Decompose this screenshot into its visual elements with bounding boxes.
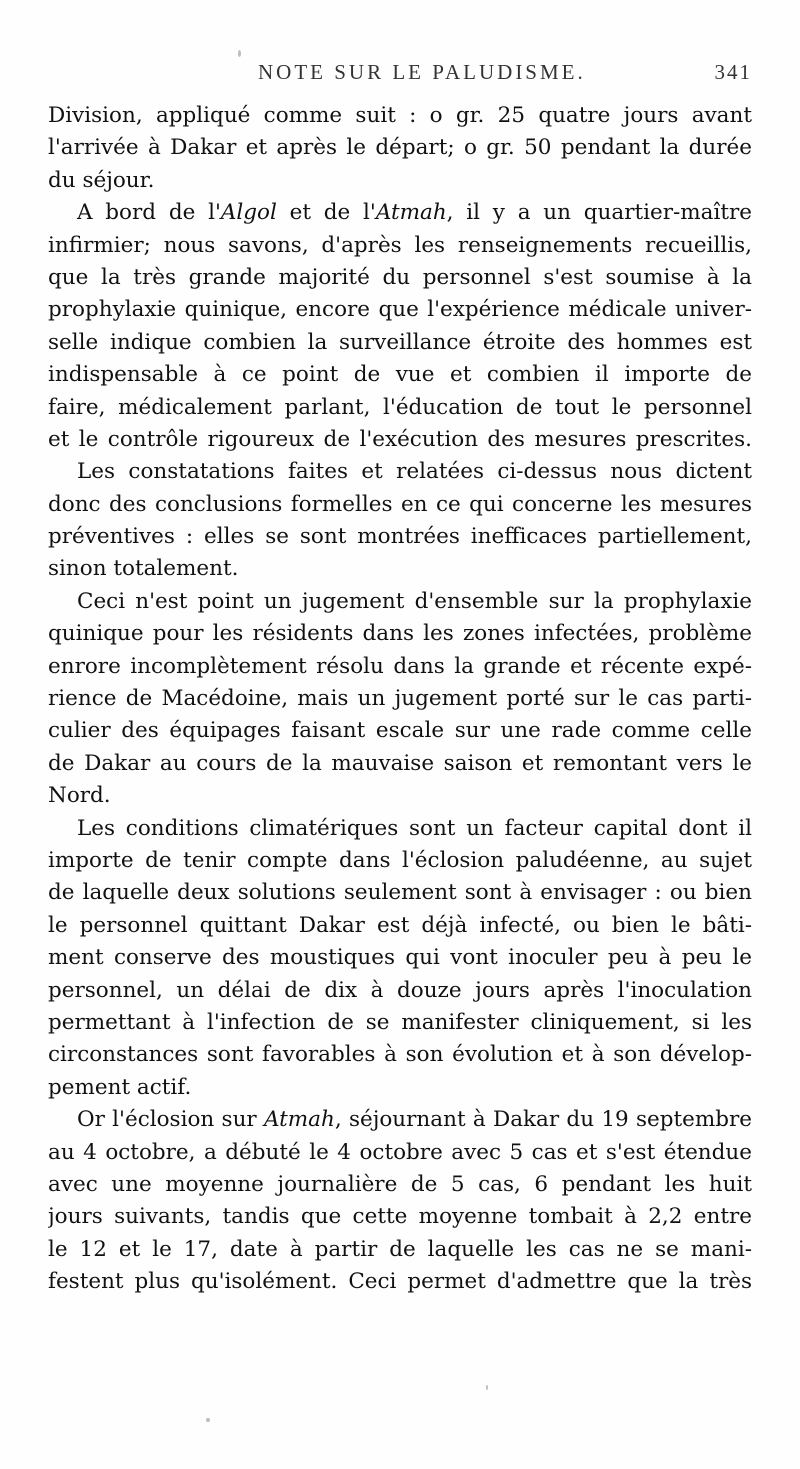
- text-line: donc des conclusions formelles en ce qui concerne les mesures: [48, 491, 752, 517]
- text-line: indispensable à ce point de vue et combien il importe de: [48, 362, 752, 388]
- ship-name: Atmah: [263, 1107, 335, 1133]
- text-line: culier des équipages faisant escale sur une rade comme celle: [48, 718, 752, 744]
- text-line: Les conditions climatériques sont un facteur capital dont il: [77, 815, 752, 841]
- text-line: préventives : elles se sont montrées inefficaces partiellement,: [48, 524, 752, 550]
- text-line: circonstances sont favorables à son évolution et à son dévelop-: [48, 1042, 752, 1068]
- ship-name: Algol: [220, 200, 277, 226]
- text-line: avec une moyenne journalière de 5 cas, 6 pendant les huit: [48, 1171, 752, 1197]
- text-line: infirmier; nous savons, d'après les renseignements recueillis,: [48, 232, 752, 258]
- ship-name: Atmah: [375, 200, 447, 226]
- text-line: selle indique combien la surveillance étroite des hommes est: [48, 329, 752, 355]
- text-line: du séjour.: [48, 167, 155, 193]
- text-line: pement actif.: [48, 1074, 192, 1100]
- text-line: Ceci n'est point un jugement d'ensemble sur la prophylaxie: [77, 588, 752, 614]
- text-line: faire, médicalement parlant, l'éducation de tout le personnel: [48, 394, 752, 420]
- text-line: et le contrôle rigoureux de l'exécution des mesures prescrites.: [48, 426, 752, 452]
- text-line: festent plus qu'isolément. Ceci permet d'admettre que la très: [48, 1269, 752, 1295]
- text-line: le 12 et le 17, date à partir de laquelle les cas ne se mani-: [48, 1236, 752, 1262]
- text-line: le personnel quittant Dakar est déjà infecté, ou bien le bâti-: [48, 912, 752, 938]
- page-number: 341: [714, 60, 752, 84]
- text-line: permettant à l'infection de se manifester cliniquement, si les: [48, 1009, 752, 1035]
- running-title: NOTE SUR LE PALUDISME.: [258, 60, 586, 84]
- text-line: au 4 octobre, a débuté le 4 octobre avec 5 cas et s'est étendue: [48, 1139, 752, 1165]
- text-line: Division, appliqué comme suit : o gr. 25 quatre jours avant: [48, 103, 752, 128]
- text-line: Or l'éclosion sur Atmah, séjournant à Dakar du 19 septembre: [77, 1107, 752, 1133]
- scan-speck: [238, 50, 241, 57]
- text-line: de laquelle deux solutions seulement sont à envisager : ou bien: [48, 880, 752, 906]
- text-line: rience de Macédoine, mais un jugement porté sur le cas parti-: [48, 686, 752, 712]
- text-line: jours suivants, tandis que cette moyenne tombait à 2,2 entre: [48, 1204, 752, 1230]
- scan-speck: [486, 1385, 488, 1390]
- text-line: de Dakar au cours de la mauvaise saison et remontant vers le: [48, 750, 752, 776]
- text-line: personnel, un délai de dix à douze jours après l'inoculation: [48, 977, 752, 1003]
- running-head: [0, 60, 800, 90]
- text-line: enrore incomplètement résolu dans la grande et récente expé-: [48, 653, 752, 679]
- body-text: [48, 100, 752, 1298]
- text-line: prophylaxie quinique, encore que l'expérience médicale univer-: [48, 297, 752, 323]
- text-line: Les constatations faites et relatées ci-dessus nous dictent: [77, 459, 752, 485]
- text-line: l'arrivée à Dakar et après le départ; o gr. 50 pendant la durée: [48, 135, 752, 161]
- text-line: ment conserve des moustiques qui vont inoculer peu à peu le: [48, 945, 752, 971]
- text-line: A bord de l'Algol et de l'Atmah, il y a un quartier-maître: [77, 200, 752, 226]
- text-line: importe de tenir compte dans l'éclosion paludéenne, au sujet: [48, 847, 752, 873]
- text-line: Nord.: [48, 783, 111, 809]
- text-line: que la très grande majorité du personnel s'est soumise à la: [48, 264, 752, 290]
- text-line: quinique pour les résidents dans les zones infectées, problème: [48, 621, 752, 647]
- scan-speck: [206, 1418, 210, 1422]
- text-line: sinon totalement.: [48, 556, 239, 582]
